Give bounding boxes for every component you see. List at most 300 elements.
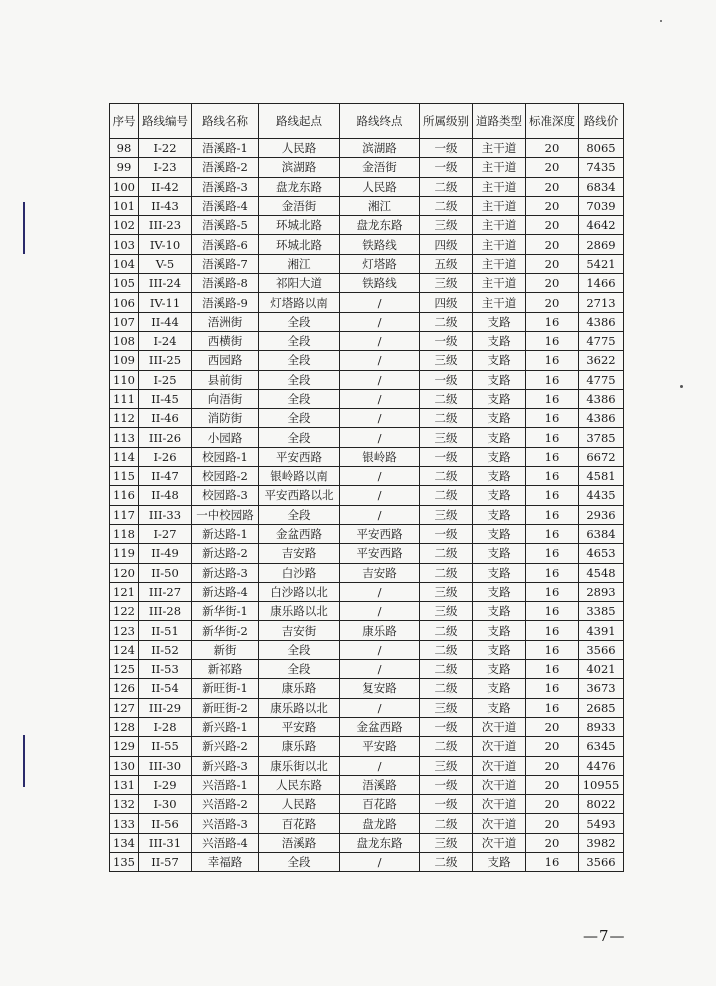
table-cell: 16 — [526, 428, 579, 447]
table-cell: 康乐街以北 — [259, 756, 340, 775]
table-cell: II-51 — [139, 621, 192, 640]
table-cell: 16 — [526, 351, 579, 370]
table-cell: 一级 — [420, 139, 473, 158]
table-cell: III-28 — [139, 602, 192, 621]
table-cell: I-29 — [139, 775, 192, 794]
table-cell: II-56 — [139, 814, 192, 833]
column-header: 路线名称 — [192, 104, 259, 139]
table-cell: 20 — [526, 196, 579, 215]
table-row — [110, 756, 624, 775]
table-cell: 全段 — [259, 428, 340, 447]
table-cell: 西园路 — [192, 351, 259, 370]
table-cell: 二级 — [420, 679, 473, 698]
column-header: 路线价 — [579, 104, 624, 139]
table-cell: 二级 — [420, 852, 473, 871]
table-cell: 120 — [110, 563, 139, 582]
table-cell: 金盆西路 — [340, 717, 420, 736]
table-cell: 113 — [110, 428, 139, 447]
table-cell: 16 — [526, 563, 579, 582]
table-cell: 115 — [110, 467, 139, 486]
table-cell: 新达路-1 — [192, 524, 259, 543]
table-row — [110, 833, 624, 852]
table-cell: 校园路-1 — [192, 447, 259, 466]
table-cell: 次干道 — [473, 833, 526, 852]
table-cell: 支路 — [473, 640, 526, 659]
table-row — [110, 428, 624, 447]
table-cell: 全段 — [259, 331, 340, 350]
table-cell: 二级 — [420, 486, 473, 505]
column-header: 路线起点 — [259, 104, 340, 139]
table-cell: 全段 — [259, 640, 340, 659]
table-cell: 二级 — [420, 409, 473, 428]
table-cell: 浯溪路-6 — [192, 235, 259, 254]
table-cell: 一级 — [420, 447, 473, 466]
table-cell: 次干道 — [473, 814, 526, 833]
table-cell: II-54 — [139, 679, 192, 698]
table-cell: 吉安路 — [340, 563, 420, 582]
table-cell: 全段 — [259, 409, 340, 428]
table-cell: / — [340, 698, 420, 717]
table-cell: 三级 — [420, 833, 473, 852]
table-cell: 99 — [110, 158, 139, 177]
table-cell: 1466 — [579, 274, 624, 293]
table-cell: II-49 — [139, 544, 192, 563]
table-cell: 16 — [526, 467, 579, 486]
table-cell: 20 — [526, 293, 579, 312]
table-row — [110, 524, 624, 543]
table-cell: 全段 — [259, 389, 340, 408]
table-cell: 支路 — [473, 351, 526, 370]
table-cell: 16 — [526, 582, 579, 601]
table-cell: 支路 — [473, 852, 526, 871]
table-cell: 二级 — [420, 544, 473, 563]
table-cell: 4775 — [579, 370, 624, 389]
table-cell: 16 — [526, 544, 579, 563]
table-row — [110, 544, 624, 563]
table-cell: 107 — [110, 312, 139, 331]
table-cell: 支路 — [473, 660, 526, 679]
table-cell: 支路 — [473, 698, 526, 717]
table-cell: 20 — [526, 235, 579, 254]
table-cell: 105 — [110, 274, 139, 293]
table-cell: 20 — [526, 833, 579, 852]
table-cell: 平安路 — [259, 717, 340, 736]
table-row — [110, 737, 624, 756]
table-cell: 支路 — [473, 331, 526, 350]
table-cell: 3673 — [579, 679, 624, 698]
table-cell: 县前街 — [192, 370, 259, 389]
table-cell: 二级 — [420, 196, 473, 215]
table-row — [110, 814, 624, 833]
table-cell: / — [340, 486, 420, 505]
table-cell: 新旺街-1 — [192, 679, 259, 698]
table-cell: 二级 — [420, 640, 473, 659]
table-cell: 16 — [526, 447, 579, 466]
table-cell: 全段 — [259, 351, 340, 370]
table-row — [110, 563, 624, 582]
table-cell: 6345 — [579, 737, 624, 756]
table-cell: I-25 — [139, 370, 192, 389]
table-cell: 三级 — [420, 698, 473, 717]
table-cell: / — [340, 852, 420, 871]
table-cell: 人民东路 — [259, 775, 340, 794]
table-cell: 16 — [526, 660, 579, 679]
table-cell: 16 — [526, 505, 579, 524]
table-cell: II-53 — [139, 660, 192, 679]
table-row — [110, 216, 624, 235]
table-cell: 20 — [526, 177, 579, 196]
table-cell: 20 — [526, 775, 579, 794]
table-cell: 132 — [110, 795, 139, 814]
table-cell: 小园路 — [192, 428, 259, 447]
table-cell: 盘龙东路 — [340, 833, 420, 852]
table-row — [110, 274, 624, 293]
table-cell: / — [340, 640, 420, 659]
table-cell: 98 — [110, 139, 139, 158]
table-cell: / — [340, 331, 420, 350]
table-cell: 浯溪路-5 — [192, 216, 259, 235]
table-cell: 盘龙东路 — [340, 216, 420, 235]
table-cell: 16 — [526, 331, 579, 350]
table-cell: 121 — [110, 582, 139, 601]
table-cell: 兴浯路-4 — [192, 833, 259, 852]
table-cell: 主干道 — [473, 254, 526, 273]
table-cell: 133 — [110, 814, 139, 833]
table-row — [110, 698, 624, 717]
binding-mark-top — [23, 202, 25, 254]
table-cell: 4581 — [579, 467, 624, 486]
table-cell: 20 — [526, 274, 579, 293]
table-cell: 4435 — [579, 486, 624, 505]
table-cell: 主干道 — [473, 235, 526, 254]
table-cell: 一级 — [420, 717, 473, 736]
table-cell: 4021 — [579, 660, 624, 679]
table-cell: 支路 — [473, 621, 526, 640]
table-cell: 环城北路 — [259, 235, 340, 254]
table-cell: 新达路-3 — [192, 563, 259, 582]
table-row — [110, 795, 624, 814]
column-header: 序号 — [110, 104, 139, 139]
table-row — [110, 640, 624, 659]
table-cell: 5493 — [579, 814, 624, 833]
table-cell: 校园路-3 — [192, 486, 259, 505]
table-cell: 三级 — [420, 351, 473, 370]
table-cell: 三级 — [420, 505, 473, 524]
table-row — [110, 505, 624, 524]
table-cell: 浯溪路-2 — [192, 158, 259, 177]
table-cell: 7435 — [579, 158, 624, 177]
scan-speck — [660, 20, 662, 22]
page-number: —7— — [583, 927, 626, 945]
table-row — [110, 467, 624, 486]
table-cell: / — [340, 582, 420, 601]
table-cell: 百花路 — [340, 795, 420, 814]
table-cell: / — [340, 312, 420, 331]
table-cell: 101 — [110, 196, 139, 215]
table-cell: II-42 — [139, 177, 192, 196]
table-cell: 浯溪路-1 — [192, 139, 259, 158]
table-cell: 主干道 — [473, 196, 526, 215]
table-cell: 8933 — [579, 717, 624, 736]
table-cell: 湘江 — [340, 196, 420, 215]
table-cell: 支路 — [473, 467, 526, 486]
table-cell: 滨湖路 — [259, 158, 340, 177]
table-cell: 16 — [526, 852, 579, 871]
table-cell: 100 — [110, 177, 139, 196]
column-header: 所属级别 — [420, 104, 473, 139]
table-row — [110, 254, 624, 273]
table-cell: 支路 — [473, 370, 526, 389]
table-cell: 百花路 — [259, 814, 340, 833]
table-cell: 滨湖路 — [340, 139, 420, 158]
table-cell: 4386 — [579, 389, 624, 408]
table-cell: 3785 — [579, 428, 624, 447]
table-cell: 主干道 — [473, 139, 526, 158]
table-cell: 祁阳大道 — [259, 274, 340, 293]
table-cell: 全段 — [259, 370, 340, 389]
binding-mark-bottom — [23, 735, 25, 787]
table-cell: 111 — [110, 389, 139, 408]
table-cell: 二级 — [420, 621, 473, 640]
table-cell: 16 — [526, 486, 579, 505]
table-cell: 康乐路 — [340, 621, 420, 640]
table-cell: 新兴路-1 — [192, 717, 259, 736]
table-cell: 6384 — [579, 524, 624, 543]
table-row — [110, 293, 624, 312]
table-cell: 新旺街-2 — [192, 698, 259, 717]
table-row — [110, 775, 624, 794]
table-cell: 20 — [526, 756, 579, 775]
table-cell: IV-10 — [139, 235, 192, 254]
table-cell: 134 — [110, 833, 139, 852]
table-cell: 4653 — [579, 544, 624, 563]
table-cell: 平安西路 — [340, 524, 420, 543]
table-cell: 一级 — [420, 331, 473, 350]
table-cell: 浯溪路 — [340, 775, 420, 794]
table-cell: 16 — [526, 640, 579, 659]
table-cell: III-30 — [139, 756, 192, 775]
table-cell: 20 — [526, 795, 579, 814]
table-cell: I-24 — [139, 331, 192, 350]
table-cell: 全段 — [259, 505, 340, 524]
table-cell: 主干道 — [473, 274, 526, 293]
table-cell: 平安西路以北 — [259, 486, 340, 505]
table-cell: 20 — [526, 158, 579, 177]
table-cell: 一级 — [420, 370, 473, 389]
table-cell: I-26 — [139, 447, 192, 466]
table-cell: 2869 — [579, 235, 624, 254]
table-cell: 130 — [110, 756, 139, 775]
table-cell: 二级 — [420, 737, 473, 756]
column-header: 路线终点 — [340, 104, 420, 139]
table-cell: 2936 — [579, 505, 624, 524]
table-cell: 全段 — [259, 312, 340, 331]
table-cell: II-44 — [139, 312, 192, 331]
table-cell: 20 — [526, 717, 579, 736]
table-cell: 浯溪路-7 — [192, 254, 259, 273]
table-cell: 4386 — [579, 409, 624, 428]
table-cell: 三级 — [420, 602, 473, 621]
table-cell: 全段 — [259, 660, 340, 679]
table-cell: 5421 — [579, 254, 624, 273]
table-cell: 4548 — [579, 563, 624, 582]
table-cell: 7039 — [579, 196, 624, 215]
table-cell: III-25 — [139, 351, 192, 370]
table-cell: 3566 — [579, 640, 624, 659]
table-cell: 人民路 — [259, 139, 340, 158]
table-cell: 支路 — [473, 582, 526, 601]
table-cell: 新达路-2 — [192, 544, 259, 563]
table-cell: 兴浯路-1 — [192, 775, 259, 794]
table-cell: 122 — [110, 602, 139, 621]
table-cell: 119 — [110, 544, 139, 563]
table-row — [110, 139, 624, 158]
table-cell: 一级 — [420, 775, 473, 794]
table-cell: 新兴路-3 — [192, 756, 259, 775]
table-cell: 新祁路 — [192, 660, 259, 679]
table-cell: 兴浯路-3 — [192, 814, 259, 833]
table-row — [110, 312, 624, 331]
table-cell: 3566 — [579, 852, 624, 871]
table-cell: 20 — [526, 254, 579, 273]
table-cell: 123 — [110, 621, 139, 640]
table-cell: 20 — [526, 139, 579, 158]
table-cell: 浯溪路-3 — [192, 177, 259, 196]
table-cell: 16 — [526, 389, 579, 408]
table-cell: 二级 — [420, 814, 473, 833]
table-cell: / — [340, 428, 420, 447]
table-cell: 127 — [110, 698, 139, 717]
table-cell: 104 — [110, 254, 139, 273]
table-cell: 主干道 — [473, 293, 526, 312]
table-cell: 平安路 — [340, 737, 420, 756]
table-cell: 二级 — [420, 312, 473, 331]
table-cell: 新达路-4 — [192, 582, 259, 601]
table-cell: / — [340, 293, 420, 312]
table-cell: I-30 — [139, 795, 192, 814]
table-cell: I-22 — [139, 139, 192, 158]
table-cell: III-26 — [139, 428, 192, 447]
table-cell: / — [340, 756, 420, 775]
table-cell: 湘江 — [259, 254, 340, 273]
table-cell: 支路 — [473, 428, 526, 447]
table-cell: 支路 — [473, 602, 526, 621]
table-cell: 128 — [110, 717, 139, 736]
table-cell: II-50 — [139, 563, 192, 582]
table-cell: II-48 — [139, 486, 192, 505]
table-cell: 支路 — [473, 505, 526, 524]
table-cell: 16 — [526, 602, 579, 621]
table-cell: 支路 — [473, 524, 526, 543]
table-cell: 一中校园路 — [192, 505, 259, 524]
table-cell: 4775 — [579, 331, 624, 350]
table-cell: 2713 — [579, 293, 624, 312]
table-cell: 118 — [110, 524, 139, 543]
table-cell: 支路 — [473, 679, 526, 698]
table-cell: 三级 — [420, 428, 473, 447]
table-cell: 浯溪路-4 — [192, 196, 259, 215]
table-cell: 金浯街 — [259, 196, 340, 215]
table-cell: 金盆西路 — [259, 524, 340, 543]
table-cell: 康乐路以北 — [259, 698, 340, 717]
table-cell: 支路 — [473, 544, 526, 563]
table-cell: 10955 — [579, 775, 624, 794]
table-cell: 一级 — [420, 795, 473, 814]
table-cell: 3385 — [579, 602, 624, 621]
table-cell: 盘龙路 — [340, 814, 420, 833]
table-cell: 主干道 — [473, 158, 526, 177]
table-cell: II-52 — [139, 640, 192, 659]
table-row — [110, 158, 624, 177]
table-cell: / — [340, 602, 420, 621]
column-header: 道路类型 — [473, 104, 526, 139]
table-cell: 五级 — [420, 254, 473, 273]
table-cell: 金浯街 — [340, 158, 420, 177]
table-cell: 新华街-2 — [192, 621, 259, 640]
table-cell: 西横街 — [192, 331, 259, 350]
table-cell: 20 — [526, 737, 579, 756]
table-cell: 新街 — [192, 640, 259, 659]
table-cell: 114 — [110, 447, 139, 466]
table-cell: 次干道 — [473, 795, 526, 814]
table-cell: 4386 — [579, 312, 624, 331]
table-cell: 铁路线 — [340, 235, 420, 254]
table-cell: 康乐路 — [259, 679, 340, 698]
table-cell: 四级 — [420, 293, 473, 312]
table-cell: 支路 — [473, 409, 526, 428]
table-cell: 2893 — [579, 582, 624, 601]
table-cell: 110 — [110, 370, 139, 389]
table-cell: I-23 — [139, 158, 192, 177]
table-cell: 20 — [526, 814, 579, 833]
table-row — [110, 177, 624, 196]
table-body — [110, 139, 624, 872]
table-cell: 吉安街 — [259, 621, 340, 640]
table-cell: 108 — [110, 331, 139, 350]
table-row — [110, 717, 624, 736]
table-cell: 102 — [110, 216, 139, 235]
table-cell: 二级 — [420, 660, 473, 679]
table-cell: 支路 — [473, 312, 526, 331]
table-cell: / — [340, 660, 420, 679]
table-cell: / — [340, 467, 420, 486]
table-cell: 三级 — [420, 216, 473, 235]
table-cell: 新华街-1 — [192, 602, 259, 621]
table-cell: 16 — [526, 679, 579, 698]
table-cell: 4391 — [579, 621, 624, 640]
table-cell: 主干道 — [473, 216, 526, 235]
table-cell: 浯溪路 — [259, 833, 340, 852]
scan-speck — [680, 385, 683, 388]
table-cell: 支路 — [473, 486, 526, 505]
table-cell: V-5 — [139, 254, 192, 273]
table-cell: II-43 — [139, 196, 192, 215]
table-row — [110, 486, 624, 505]
table-cell: II-46 — [139, 409, 192, 428]
table-cell: 117 — [110, 505, 139, 524]
table-row — [110, 582, 624, 601]
table-cell: IV-11 — [139, 293, 192, 312]
table-cell: 复安路 — [340, 679, 420, 698]
table-cell: II-55 — [139, 737, 192, 756]
table-cell: 16 — [526, 621, 579, 640]
table-row — [110, 235, 624, 254]
table-cell: 2685 — [579, 698, 624, 717]
table-row — [110, 621, 624, 640]
table-cell: 环城北路 — [259, 216, 340, 235]
table-row — [110, 602, 624, 621]
table-cell: / — [340, 370, 420, 389]
